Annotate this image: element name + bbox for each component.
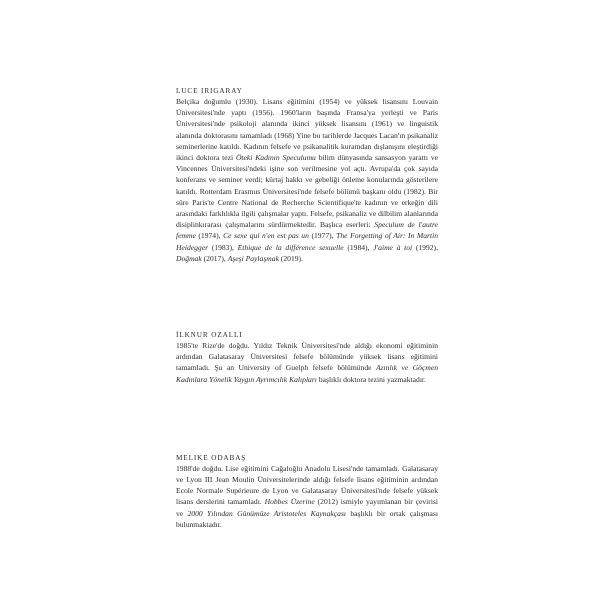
text-run: (1983), (208, 242, 238, 252)
text-run: (1977), (308, 231, 337, 241)
bio-paragraph (176, 340, 438, 385)
italic-title-run: Aşeşi Paylaşmak (227, 253, 279, 263)
text-run: bilim dünyasında sansasyon yarattı ve Vincennes Üniversitesi'ndeki işine son verilmesine yol açtı. Avrupa'da çok sayıda konferans ve seminer verdi; kürtaj hakkı ve gebeliği önleme konularında gösterilere katıldı. Rotterdam Erasmus Üniversitesi'nde felsefe bölümü başkanı oldu (1982). Bir süre Paris'te Centre National de Recherche Scientifique'te kadının ve erkeğin dili arasındaki farklılıkla ilgili çalışmalar yaptı. Felsefe, psikanaliz ve dilbilim alanlarında disiplinkırarası çalışmalarını sürdürmektedir. Başlıca eserleri: (176, 153, 438, 230)
bio-paragraph (176, 96, 438, 264)
italic-title-run: Ethique de la différence sexuelle (237, 242, 344, 252)
italic-title-run: Hobbes Üzerine (264, 497, 315, 507)
text-run: 1988'de doğdu. Lise eğitimini Cağaloğlu Anadolu Lisesi'nde tamamladı. Galatasaray ve Lyon III Jean Moulin Üniversitelerinde aldığı felsefe lisans eğitiminin ardından Ecole Normale Supérieure de Lyon ve Galatasaray Üniversitesi'nde felsefe yüksek lisans derslerini tamamladı. (176, 463, 438, 507)
text-run: başlıklı bir ortak çalışması bulunmaktadır. (176, 508, 438, 529)
italic-title-run: Doğmak (176, 253, 202, 263)
bio-name: MELIKE ODABAŞ (176, 453, 247, 462)
text-run: 1985'te Rize'de doğdu. Yıldız Teknik Üniversitesi'nde aldığı ekonomi eğitiminin ardından Galatasaray Üniversitesi felsefe bölümünde yüksek lisans eğitimini tamamladı. Şu an University of Guelph felsefe bölümünde (176, 341, 438, 373)
italic-title-run: J'aime à toi (373, 242, 413, 252)
bio-paragraph (176, 463, 438, 530)
italic-title-run: Ce sexe qui n'en est pas un (223, 231, 309, 241)
text-run: (1992), (412, 242, 438, 252)
bio-name: İLKNUR OZALLI (176, 331, 243, 340)
text-run: başlıklı doktora tezini yazmaktadır. (316, 374, 426, 384)
italic-title-run: Öteki Kadının Speculumu (235, 153, 316, 163)
text-run: (2019). (278, 253, 303, 263)
italic-title-run: Azınlık ve Göçmen Kadınlara Yönelik Yaygın Ayrımcılık Kalıpları (176, 363, 439, 384)
italic-title-run: 2000 Yılından Günümüze Aristoteles Kaynakçası (187, 508, 347, 518)
bio-name: LUCE IRIGARAY (176, 87, 243, 95)
bio-block (176, 86, 438, 264)
text-run: (1984), (343, 242, 374, 252)
contributors-page (176, 86, 438, 530)
text-run: (2017), (201, 253, 228, 263)
text-run: (2012) ismiyle yayımlanan bir çevirisi ve (176, 497, 438, 518)
text-run: Belçika doğumlu (1930). Lisans eğitimini (1954) ve yüksek lisansını Louvain Üniversitesi'nde yaptı (1956). 1960'ların başında Fransa'ya yerleşti ve Paris Üniversitesi'nde psikoloji alanında ikinci yüksek lisansını (1961) ve linguistik alanında doktorasını tamamladı (1968) Yine bu tarihlerde Jacques Lacan'ın psikanaliz seminerlerine katıldı. Kadının felsefe ve psikanalitik kuramdan dışlanışını eleştirdiği ikinci doktora tezi (176, 97, 438, 163)
text-run: (1974), (195, 231, 224, 241)
italic-title-run: The Forgetting of Air: In Martin Heidegger (176, 231, 438, 252)
bio-block (176, 453, 438, 530)
italic-title-run: Speculum de l'autre femme (176, 220, 439, 241)
bio-block (176, 330, 438, 385)
